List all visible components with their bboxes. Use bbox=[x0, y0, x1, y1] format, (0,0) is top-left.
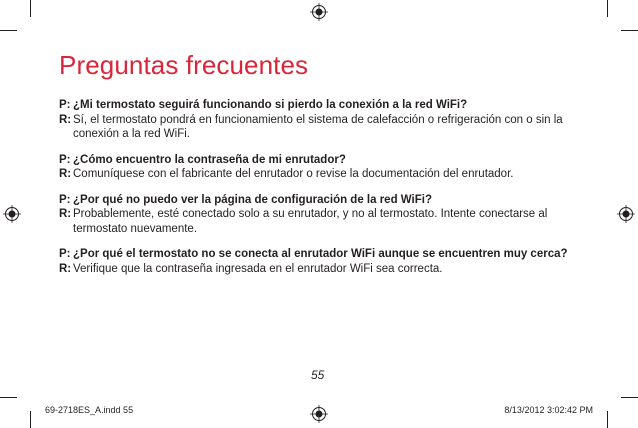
question-label: P: bbox=[59, 99, 71, 111]
crop-mark bbox=[621, 397, 638, 398]
faq-question bbox=[59, 153, 589, 168]
faq-list bbox=[59, 98, 589, 287]
crop-mark bbox=[0, 397, 17, 398]
answer-label: R: bbox=[59, 208, 72, 220]
crop-mark bbox=[607, 411, 608, 428]
question-label: P: bbox=[59, 193, 71, 206]
crop-mark bbox=[607, 0, 608, 17]
answer-label: R: bbox=[59, 168, 72, 180]
page-title: Preguntas frecuentes bbox=[59, 50, 309, 80]
registration-mark-icon bbox=[3, 205, 21, 223]
faq-item bbox=[59, 247, 589, 276]
registration-mark-icon bbox=[310, 405, 328, 423]
answer-label: R: bbox=[59, 262, 72, 275]
question-text: ¿Por qué el termostato no se conecta al enrutador WiFi aunque se encuentren muy cerca? bbox=[73, 248, 568, 260]
slug-datetime: 8/13/2012 3:02:42 PM bbox=[504, 405, 593, 415]
faq-answer bbox=[59, 262, 589, 277]
crop-mark bbox=[30, 411, 31, 428]
registration-mark-icon bbox=[617, 205, 635, 223]
registration-mark-icon bbox=[310, 3, 328, 21]
faq-question bbox=[59, 193, 589, 208]
faq-answer bbox=[59, 207, 589, 236]
faq-item bbox=[59, 98, 589, 142]
answer-label: R: bbox=[59, 113, 72, 126]
answer-text: Sí, el termostato pondrá en funcionamiento el sistema de calefacción o refrigeración con o sin la conexión a la red WiFi. bbox=[73, 113, 563, 140]
question-label: P: bbox=[59, 153, 71, 166]
crop-mark bbox=[0, 30, 17, 31]
answer-text: Verifique que la contraseña ingresada en el enrutador WiFi sea correcta. bbox=[73, 262, 443, 275]
crop-mark bbox=[621, 30, 638, 31]
faq-answer bbox=[59, 167, 589, 182]
answer-text: Probablemente, esté conectado solo a su enrutador, y no al termostato. Intente conectarse al termostato nuevamente. bbox=[73, 208, 548, 235]
faq-question bbox=[59, 247, 589, 262]
faq-item bbox=[59, 153, 589, 182]
slug-filename: 69-2718ES_A.indd 55 bbox=[45, 405, 134, 415]
page-number: 55 bbox=[311, 368, 325, 382]
faq-question bbox=[59, 98, 589, 113]
faq-answer bbox=[59, 113, 589, 142]
answer-text: Comuníquese con el fabricante del enrutador o revise la documentación del enrutador. bbox=[73, 168, 514, 180]
question-text: ¿Mi termostato seguirá funcionando si pierdo la conexión a la red WiFi? bbox=[73, 99, 468, 111]
faq-item bbox=[59, 193, 589, 237]
question-label: P: bbox=[59, 248, 71, 260]
crop-mark bbox=[30, 0, 31, 17]
question-text: ¿Cómo encuentro la contraseña de mi enrutador? bbox=[73, 153, 346, 166]
question-text: ¿Por qué no puedo ver la página de configuración de la red WiFi? bbox=[73, 193, 432, 206]
